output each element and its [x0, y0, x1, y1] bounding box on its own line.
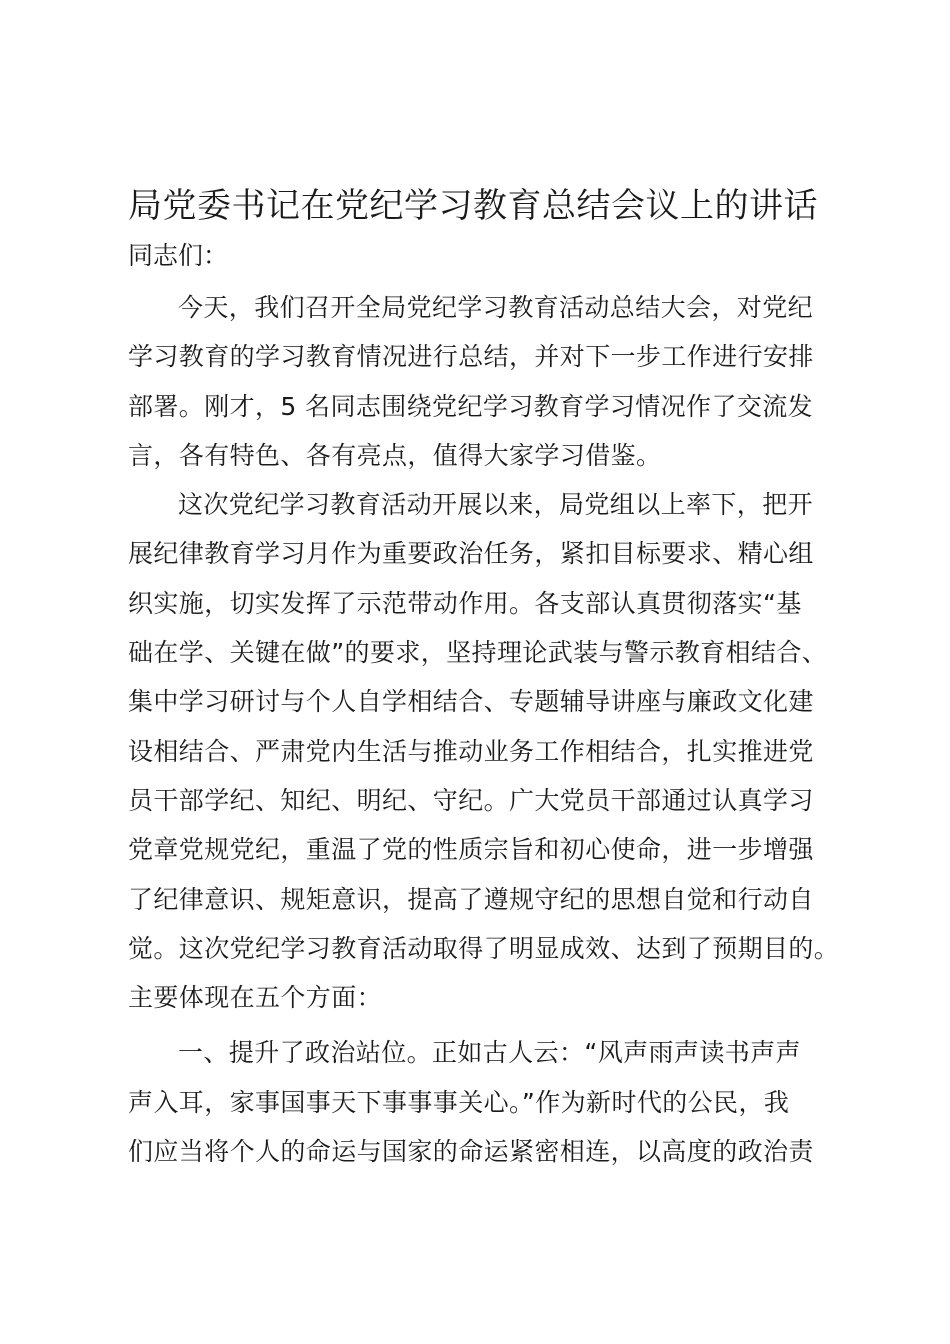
paragraph-line: 了纪律意识、规矩意识，提高了遵规守纪的思想自觉和行动自 [128, 885, 814, 914]
paragraph-line: 党章党规党纪，重温了党的性质宗旨和初心使命，进一步增强 [128, 835, 814, 864]
paragraph-line: 声入耳，家事国事天下事事事关心。”作为新时代的公民，我 [128, 1088, 790, 1117]
paragraph-line: 学习教育的学习教育情况进行总结，并对下一步工作进行安排 [128, 342, 814, 371]
paragraph-line: 觉。这次党纪学习教育活动取得了明显成效、达到了预期目的。 [128, 934, 840, 963]
paragraph-line: 础在学、关键在做”的要求，坚持理论武装与警示教育相结合、 [128, 638, 828, 667]
paragraph-line: 展纪律教育学习月作为重要政治任务，紧扣目标要求、精心组 [128, 539, 814, 568]
paragraph-line: 织实施，切实发挥了示范带动作用。各支部认真贯彻落实“基 [128, 589, 802, 618]
paragraph-line: 今天，我们召开全局党纪学习教育活动总结大会，对党纪 [178, 293, 814, 322]
paragraph-line: 言，各有特色、各有亮点，值得大家学习借鉴。 [128, 441, 662, 470]
paragraph-line: 集中学习研讨与个人自学相结合、专题辅导讲座与廉政文化建 [128, 687, 814, 716]
paragraph-line: 一、提升了政治站位。正如古人云：“风声雨声读书声声 [178, 1038, 801, 1067]
paragraph-line: 员干部学纪、知纪、明纪、守纪。广大党员干部通过认真学习 [128, 786, 814, 815]
paragraph-line: 这次党纪学习教育活动开展以来，局党组以上率下，把开 [178, 490, 814, 519]
paragraph-line: 主要体现在五个方面： [128, 983, 383, 1012]
salutation: 同志们： [128, 241, 229, 270]
document-title: 局党委书记在党纪学习教育总结会议上的讲话 [128, 186, 818, 226]
paragraph-line: 设相结合、严肃党内生活与推动业务工作相结合，扎实推进党 [128, 737, 814, 766]
paragraph-line: 们应当将个人的命运与国家的命运紧密相连，以高度的政治责 [128, 1137, 814, 1166]
paragraph-line: 部署。刚才，5 名同志围绕党纪学习教育学习情况作了交流发 [128, 392, 814, 421]
